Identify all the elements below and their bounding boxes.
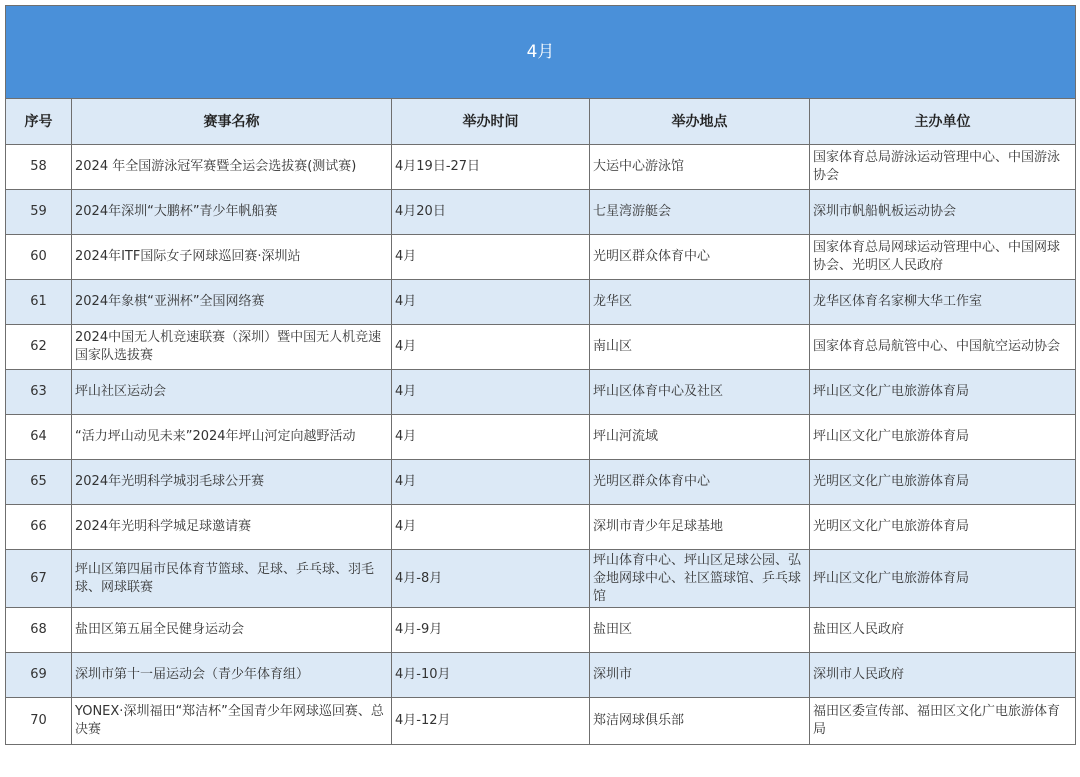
cell-host: 龙华区体育名家柳大华工作室: [810, 280, 1076, 325]
cell-seq: 61: [6, 280, 72, 325]
cell-name: 2024年光明科学城足球邀请赛: [72, 505, 392, 550]
table-row: [6, 415, 1076, 460]
cell-time: 4月-9月: [392, 608, 590, 653]
table-row: [6, 235, 1076, 280]
cell-place: 光明区群众体育中心: [590, 460, 810, 505]
cell-host: 国家体育总局游泳运动管理中心、中国游泳协会: [810, 145, 1076, 190]
cell-place: 盐田区: [590, 608, 810, 653]
cell-host: 光明区文化广电旅游体育局: [810, 460, 1076, 505]
cell-host: 深圳市帆船帆板运动协会: [810, 190, 1076, 235]
cell-host: 国家体育总局网球运动管理中心、中国网球协会、光明区人民政府: [810, 235, 1076, 280]
cell-seq: 66: [6, 505, 72, 550]
cell-seq: 62: [6, 325, 72, 370]
cell-place: 光明区群众体育中心: [590, 235, 810, 280]
table-row: [6, 608, 1076, 653]
cell-host: 国家体育总局航管中心、中国航空运动协会: [810, 325, 1076, 370]
table-row: [6, 280, 1076, 325]
cell-seq: 68: [6, 608, 72, 653]
cell-seq: 69: [6, 653, 72, 698]
cell-seq: 70: [6, 698, 72, 745]
cell-place: 龙华区: [590, 280, 810, 325]
cell-time: 4月20日: [392, 190, 590, 235]
cell-time: 4月: [392, 460, 590, 505]
cell-host: 光明区文化广电旅游体育局: [810, 505, 1076, 550]
cell-seq: 60: [6, 235, 72, 280]
cell-host: 坪山区文化广电旅游体育局: [810, 370, 1076, 415]
cell-time: 4月: [392, 505, 590, 550]
cell-name: 2024年光明科学城羽毛球公开赛: [72, 460, 392, 505]
table-row: [6, 190, 1076, 235]
cell-place: 坪山河流域: [590, 415, 810, 460]
cell-name: 盐田区第五届全民健身运动会: [72, 608, 392, 653]
cell-host: 坪山区文化广电旅游体育局: [810, 415, 1076, 460]
header-name: 赛事名称: [72, 99, 392, 145]
cell-time: 4月: [392, 235, 590, 280]
header-host: 主办单位: [810, 99, 1076, 145]
header-seq: 序号: [6, 99, 72, 145]
table-row: [6, 145, 1076, 190]
cell-name: “活力坪山动见未来”2024年坪山河定向越野活动: [72, 415, 392, 460]
table-row: [6, 550, 1076, 608]
cell-host: 坪山区文化广电旅游体育局: [810, 550, 1076, 608]
cell-name: 坪山社区运动会: [72, 370, 392, 415]
event-schedule-table: [5, 5, 1076, 745]
cell-name: 2024年ITF国际女子网球巡回赛·深圳站: [72, 235, 392, 280]
cell-time: 4月19日-27日: [392, 145, 590, 190]
cell-seq: 59: [6, 190, 72, 235]
cell-name: 2024中国无人机竞速联赛（深圳）暨中国无人机竞速国家队选拔赛: [72, 325, 392, 370]
cell-seq: 67: [6, 550, 72, 608]
cell-place: 郑洁网球俱乐部: [590, 698, 810, 745]
month-title: 4月: [6, 6, 1076, 99]
cell-seq: 65: [6, 460, 72, 505]
cell-time: 4月: [392, 370, 590, 415]
cell-time: 4月: [392, 415, 590, 460]
cell-name: YONEX·深圳福田“郑洁杯”全国青少年网球巡回赛、总决赛: [72, 698, 392, 745]
cell-name: 2024 年全国游泳冠军赛暨全运会选拔赛(测试赛): [72, 145, 392, 190]
cell-time: 4月: [392, 325, 590, 370]
title-row: [6, 6, 1076, 99]
table-row: [6, 460, 1076, 505]
table-row: [6, 698, 1076, 745]
cell-host: 深圳市人民政府: [810, 653, 1076, 698]
cell-place: 深圳市青少年足球基地: [590, 505, 810, 550]
cell-name: 坪山区第四届市民体育节篮球、足球、乒乓球、羽毛球、网球联赛: [72, 550, 392, 608]
cell-name: 2024年象棋“亚洲杯”全国网络赛: [72, 280, 392, 325]
cell-time: 4月: [392, 280, 590, 325]
cell-time: 4月-8月: [392, 550, 590, 608]
table-row: [6, 653, 1076, 698]
header-row: [6, 99, 1076, 145]
cell-time: 4月-12月: [392, 698, 590, 745]
cell-place: 深圳市: [590, 653, 810, 698]
header-time: 举办时间: [392, 99, 590, 145]
cell-place: 南山区: [590, 325, 810, 370]
cell-place: 坪山体育中心、坪山区足球公园、弘金地网球中心、社区篮球馆、乒乓球馆: [590, 550, 810, 608]
cell-name: 2024年深圳“大鹏杯”青少年帆船赛: [72, 190, 392, 235]
cell-place: 七星湾游艇会: [590, 190, 810, 235]
cell-host: 福田区委宣传部、福田区文化广电旅游体育局: [810, 698, 1076, 745]
cell-seq: 58: [6, 145, 72, 190]
cell-time: 4月-10月: [392, 653, 590, 698]
cell-seq: 63: [6, 370, 72, 415]
cell-place: 坪山区体育中心及社区: [590, 370, 810, 415]
cell-place: 大运中心游泳馆: [590, 145, 810, 190]
cell-seq: 64: [6, 415, 72, 460]
table-row: [6, 325, 1076, 370]
table-row: [6, 370, 1076, 415]
cell-host: 盐田区人民政府: [810, 608, 1076, 653]
cell-name: 深圳市第十一届运动会（青少年体育组）: [72, 653, 392, 698]
table-row: [6, 505, 1076, 550]
header-place: 举办地点: [590, 99, 810, 145]
